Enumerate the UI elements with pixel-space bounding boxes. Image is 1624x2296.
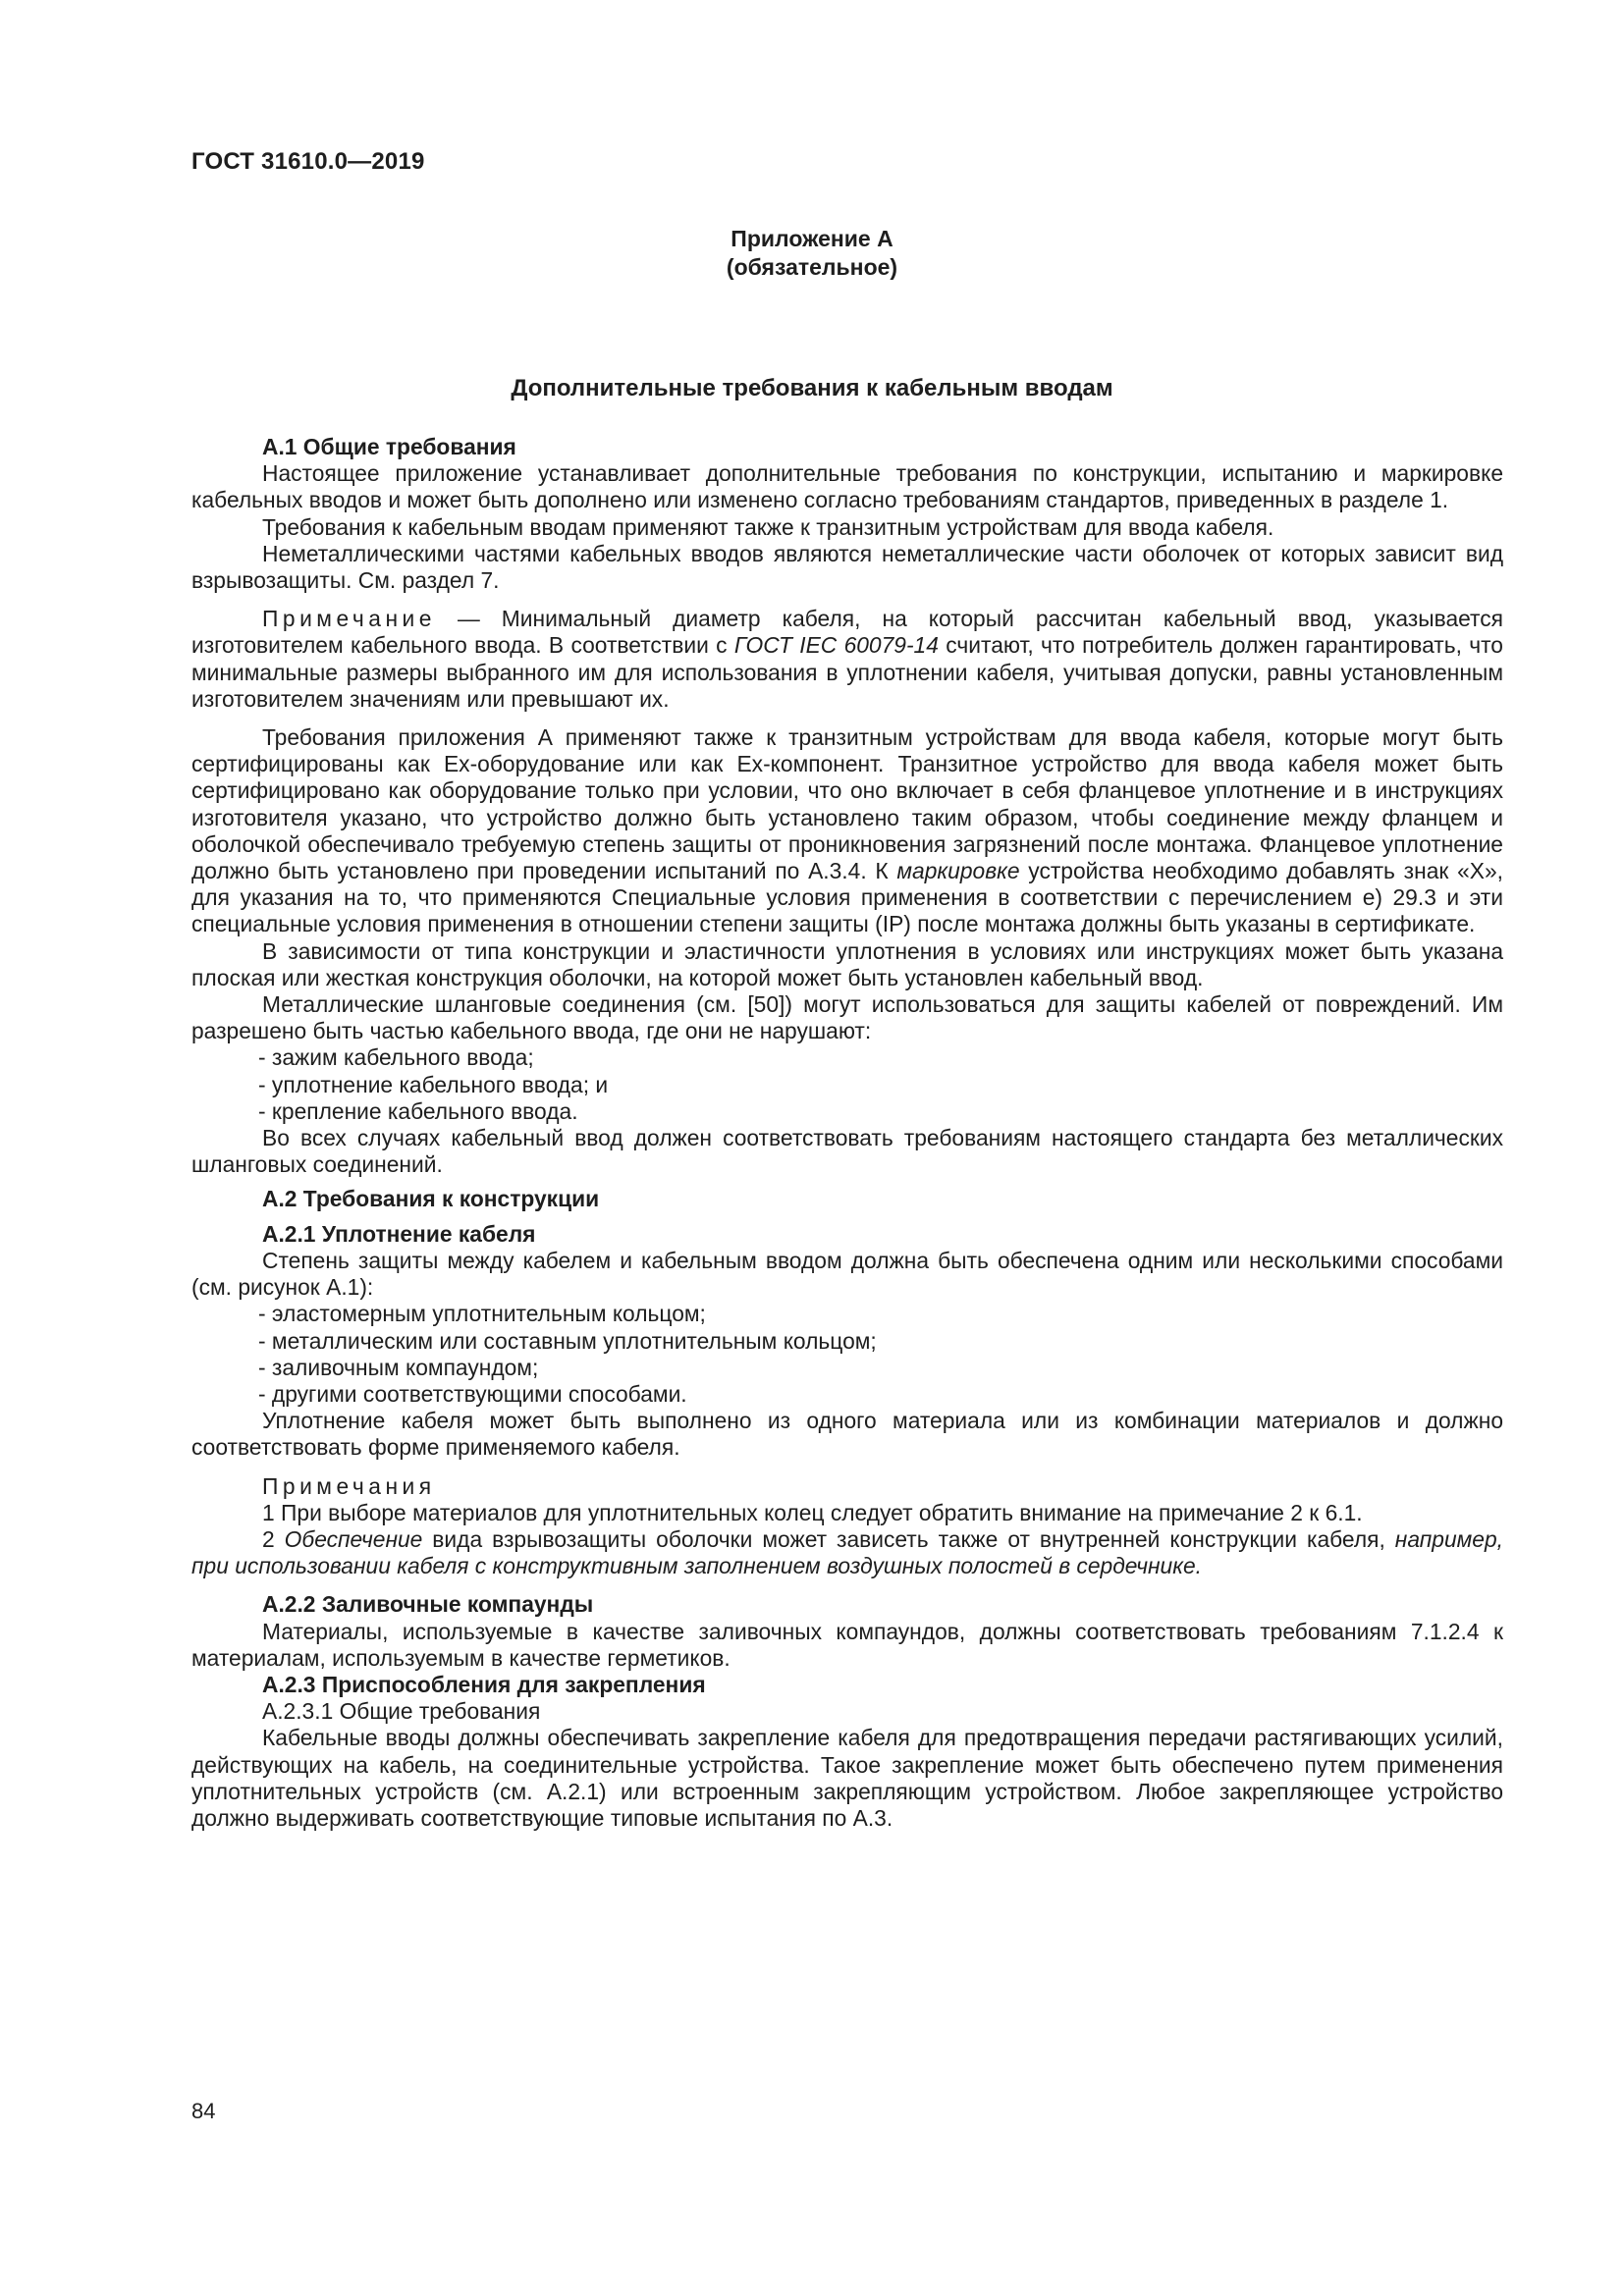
list-item: - заливочным компаундом; bbox=[258, 1354, 539, 1380]
section-heading-a2: А.2 Требования к конструкции bbox=[262, 1186, 600, 1212]
page-number: 84 bbox=[191, 2099, 216, 2123]
note-item: 2 Обеспечение вида взрывозащиты оболочки может зависеть также от внутренней конструкции кабеля, например, при использовании кабеля с конструктивным заполнением воздушных полостей в сердечнике. bbox=[191, 1525, 1503, 1579]
paragraph: Требования к кабельным вводам применяют также к транзитным устройствам для ввода кабеля. bbox=[262, 513, 1274, 540]
paragraph: В зависимости от типа конструкции и эластичности уплотнения в условиях или инструкциях может быть указана плоская или жесткая конструкция оболочки, на которой может быть установлен кабельный ввод. bbox=[191, 937, 1503, 990]
paragraph: Степень защиты между кабелем и кабельным вводом должна быть обеспечена одним или несколькими способами (см. рисунок А.1): bbox=[191, 1247, 1503, 1301]
standard-reference: ГОСТ IEC 60079-14 bbox=[733, 632, 939, 659]
paragraph: Неметаллическими частями кабельных вводов являются неметаллические части оболочек от которых зависит вид взрывозащиты. См. раздел 7. bbox=[191, 540, 1503, 594]
annex-status: (обязательное) bbox=[726, 254, 898, 280]
notes-label: Примечания bbox=[262, 1472, 436, 1499]
paragraph: Кабельные вводы должны обеспечивать закрепление кабеля для предотвращения передачи растягивающих усилий, действующих на кабель, на соединительные устройства. Такое закрепление может быть обеспечено путем применения уплотнительных устройств (см. А.2.1) или встроенным закрепляющим устройством. Любое закрепляющее устройство должно выдерживать соответствующие типовые испытания по А.3. bbox=[191, 1725, 1503, 1831]
paragraph: Материалы, используемые в качестве заливочных компаундов, должны соответствовать требованиям 7.1.2.4 к материалам, используемым в качестве герметиков. bbox=[191, 1618, 1503, 1671]
subsection-heading-a22: А.2.2 Заливочные компаунды bbox=[262, 1591, 594, 1618]
annex-title: Дополнительные требования к кабельным вводам bbox=[511, 375, 1113, 401]
paragraph: Уплотнение кабеля может быть выполнено из одного материала или из комбинации материалов и должно соответствовать форме применяемого кабеля. bbox=[191, 1408, 1503, 1461]
subsection-heading-a231: А.2.3.1 Общие требования bbox=[262, 1698, 541, 1725]
paragraph: Настоящее приложение устанавливает дополнительные требования по конструкции, испытанию и маркировке кабельных вводов и может быть дополнено или изменено согласно требованиям стандартов, приведенных в разделе 1. bbox=[191, 460, 1503, 513]
list-item: - металлическим или составным уплотнительным кольцом; bbox=[258, 1327, 877, 1354]
paragraph: Требования приложения А применяют также к транзитным устройствам для ввода кабеля, которые могут быть сертифицированы как Ex-оборудование или как Ex-компонент. Транзитное устройство для ввода кабеля может быть сертифицировано как оборудование только при условии, что оно включает в себя фланцевое уплотнение и в инструкциях изготовителя указано, что устройство должно быть установлено таким образом, чтобы соединение между фланцем и оболочкой обеспечивало требуемую степень защиты от проникновения загрязнений после монтажа. Фланцевое уплотнение должно быть установлено при проведении испытаний по А.3.4. К маркировке устройства необходимо добавлять знак «X», для указания на то, что применяются Специальные условия применения в соответствии с перечислением е) 29.3 и эти специальные условия применения в отношении степени защиты (IP) после монтажа должны быть указаны в сертификате. bbox=[191, 724, 1503, 937]
annex-label: Приложение А bbox=[731, 226, 893, 251]
list-item: - уплотнение кабельного ввода; и bbox=[258, 1071, 609, 1097]
standard-code: ГОСТ 31610.0—2019 bbox=[191, 148, 425, 175]
section-heading-a1: А.1 Общие требования bbox=[262, 434, 516, 459]
list-item: - зажим кабельного ввода; bbox=[258, 1044, 534, 1071]
document-body bbox=[191, 434, 1503, 1832]
paragraph: Металлические шланговые соединения (см. [50]) могут использоваться для защиты кабелей от повреждений. Им разрешено быть частью кабельного ввода, где они не нарушают: bbox=[191, 991, 1503, 1044]
annex-heading bbox=[0, 225, 1624, 282]
list-item: - другими соответствующими способами. bbox=[258, 1380, 687, 1407]
list-item: - эластомерным уплотнительным кольцом; bbox=[258, 1301, 706, 1327]
note-item: 1 При выборе материалов для уплотнительных колец следует обратить внимание на примечание 2 к 6.1. bbox=[262, 1499, 1363, 1525]
paragraph: Во всех случаях кабельный ввод должен соответствовать требованиям настоящего стандарта без металлических шланговых соединений. bbox=[191, 1125, 1503, 1178]
note-label: Примечание bbox=[262, 606, 436, 632]
subsection-heading-a21: А.2.1 Уплотнение кабеля bbox=[262, 1220, 536, 1247]
note: Примечание — Минимальный диаметр кабеля, на который рассчитан кабельный ввод, указывается изготовителем кабельного ввода. В соответствии с ГОСТ IEC 60079-14 считают, что потребитель должен гарантировать, что минимальные размеры выбранного им для использования в уплотнении кабеля, учитывая допуски, равны установленным изготовителем значениям или превышают их. bbox=[191, 606, 1503, 712]
subsection-heading-a23: А.2.3 Приспособления для закрепления bbox=[262, 1671, 706, 1697]
list-item: - крепление кабельного ввода. bbox=[258, 1097, 578, 1124]
